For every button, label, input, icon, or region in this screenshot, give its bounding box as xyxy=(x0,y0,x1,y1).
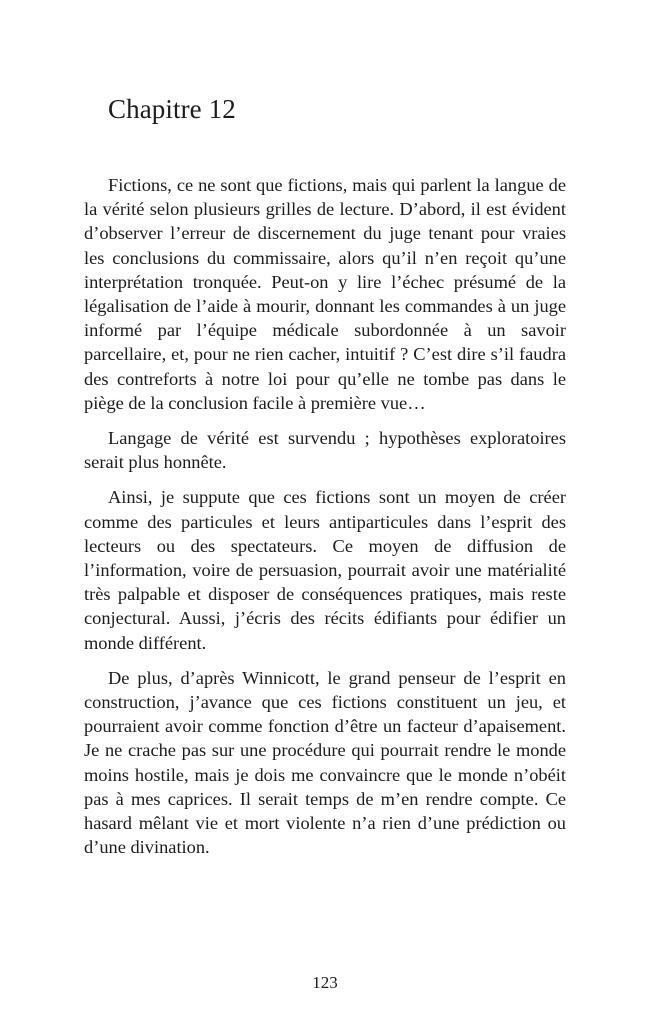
paragraph-1: Fictions, ce ne sont que fictions, mais qui parlent la langue de la vérité selon plusieurs grilles de lecture. D’abord, il est évident d’observer l’erreur de discernement du juge tenant pour vraies les conclusions du commissaire, alors qu’il n’en reçoit qu’une interprétation tronquée. Peut-on y lire l’échec présumé de la légalisation de l’aide à mourir, donnant les commandes à un juge informé par l’équipe médicale subordonnée à un savoir parcellaire, et, pour ne rien cacher, intuitif ? C’est dire s’il faudra des contreforts à notre loi pour qu’elle ne tombe pas dans le piège de la conclusion facile à première vue… xyxy=(84,175,566,413)
paragraph-4: De plus, d’après Winnicott, le grand penseur de l’esprit en construction, j’avance que ces fictions constituent un jeu, et pourraient avoir comme fonction d’être un facteur d’apaisement. Je ne crache pas sur une procédure qui pourrait rendre le monde moins hostile, mais je dois me convaincre que le monde n’obéit pas à mes caprices. Il serait temps de m’en rendre compte. Ce hasard mêlant vie et mort violente n’a rien d’une prédiction ou d’une divination. xyxy=(84,667,566,858)
paragraph-2: Langage de vérité est survendu ; hypothèses exploratoires serait plus honnête. xyxy=(84,428,566,473)
body-text xyxy=(84,173,566,870)
paragraph-3: Ainsi, je suppute que ces fictions sont un moyen de créer comme des particules et leurs antiparticules dans l’esprit des lecteurs ou des spectateurs. Ce moyen de diffusion de l’information, voire de persuasion, pourrait avoir une matérialité très palpable et disposer de conséquences pratiques, mais reste conjectural. Aussi, j’écris des récits édifiants pour édifier un monde différent. xyxy=(84,487,566,653)
page-number: 123 xyxy=(312,973,338,992)
chapter-title: Chapitre 12 xyxy=(108,94,236,124)
